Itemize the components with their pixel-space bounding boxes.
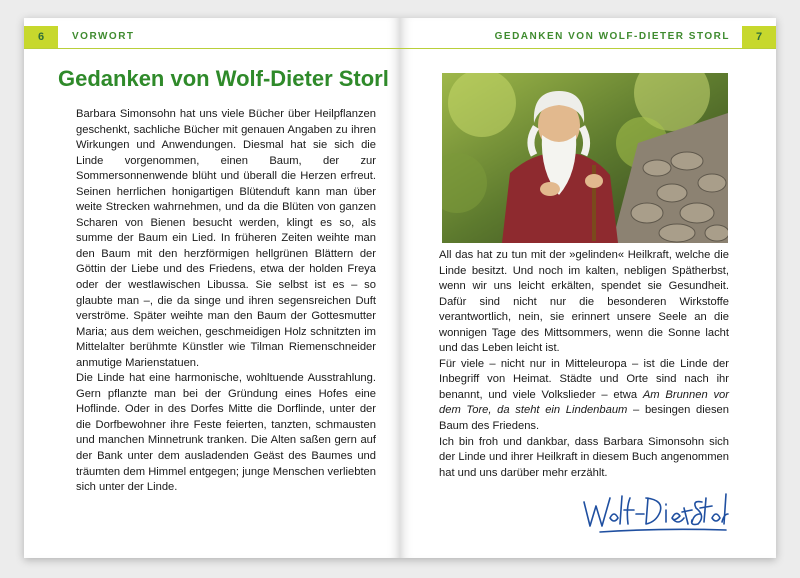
song-title: Am Brunnen vor dem Tore, da steht ein Lindenbaum bbox=[439, 388, 729, 417]
chapter-title: Gedanken von Wolf-Dieter Storl bbox=[58, 66, 389, 91]
running-header bbox=[400, 26, 776, 49]
paragraph-text: Für viele – nicht nur in Mitteleuropa – ist die Linde der Inbegriff von Heimat. Städte und Orte sind nach ihr benannt, und viele Volkslieder – etwa bbox=[439, 357, 729, 401]
paragraph: Ich bin froh und dankbar, dass Barbara Simonsohn sich der Linde und ihrer Heilkraft in diesem Buch angenommen hat und uns darüber mehr erzählt. bbox=[439, 435, 729, 479]
left-page bbox=[24, 18, 400, 558]
paragraph-text: – besingen diesen Baum des Friedens. bbox=[439, 404, 729, 433]
portrait-photo bbox=[442, 73, 728, 243]
running-head: GEDANKEN VON WOLF-DIETER STORL bbox=[494, 31, 730, 42]
running-head: VORWORT bbox=[72, 31, 135, 42]
book-spread bbox=[24, 18, 776, 558]
portrait-illustration bbox=[442, 73, 728, 243]
running-header bbox=[24, 26, 400, 49]
signature bbox=[580, 488, 730, 538]
paragraph: Die Linde hat eine harmonische, wohltuende Ausstrahlung. Gern pflanzte man bei der Gründung eines Hofes eine Hoflinde. Oder in des Dorfes Mitte die Dorflinde, unter der die Dorfbewohner ihre Feste feierten, tanzten, schmausten und manchen Minnetrunk tranken. Die Alten saßen gern auf der Bank unter dem ausladenden Geäst des Baumes und träumten dem Himmel entgegen; junge Menschen verliebten sich unter der Linde. bbox=[76, 372, 376, 494]
right-page bbox=[400, 18, 776, 558]
page-number: 7 bbox=[742, 26, 776, 48]
body-text bbox=[76, 107, 376, 496]
paragraph: Barbara Simonsohn hat uns viele Bücher über Heilpflanzen geschenkt, sachliche Bücher mit genauen Angaben zu ihren Wirkungen und Anwendungen. Diesmal hat sie sich die Linde vorgenommen, einen Baum, der zur Sommersonnenwende blüht und überall die Herzen erfreut. Seinen herrlichen honigartigen Blütenduft kann man über weite Strecken wahrnehmen, und da die Blüten von ganzen Scharen von Bienen besucht werden, klingt es so, als summe der Baum ein Lied. In früheren Zeiten weihte man den Baum mit den herzförmigen hellgrünen Blättern der Göttin der Liebe und des Friedens, etwa der holden Freya oder der westlawischen Libussa. Sie selbst ist es – so glaubte man –, die da singe und ihren segensreichen Duft verströme. Später weihte man den Baum der Gottesmutter Maria; aus dem weichen, geschmeidigen Holz schnitzten im Mittelalter berühmte Künstler wie Tilman Riemenschneider anmutige Marienstatuen. bbox=[76, 108, 376, 369]
paragraph bbox=[439, 357, 729, 435]
paragraph: All das hat zu tun mit der »gelinden« Heilkraft, welche die Linde besitzt. Und noch im kalten, nebligen Spätherbst, wenn wir uns leicht erkälten, spendet sie Gesundheit. Dafür sind nicht nur die besonderen Wirkstoffe verantwortlich, nein, sie erinnert unsere Seele an die wonnigen Tage des Mittsommers, wenn die Sonne lacht und das Leben leicht ist. bbox=[439, 249, 729, 355]
page-number: 6 bbox=[24, 26, 58, 48]
body-text bbox=[439, 248, 729, 481]
